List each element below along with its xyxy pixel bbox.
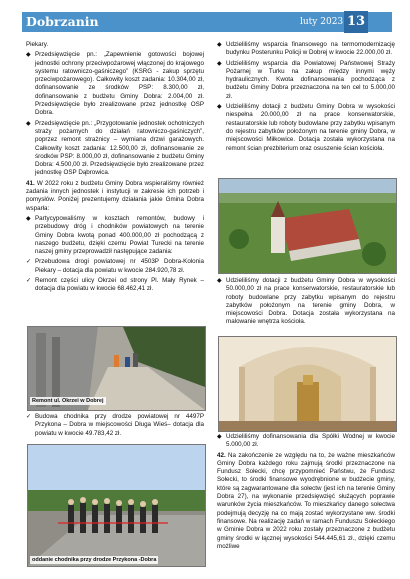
section-number: 42. [217,451,226,459]
right-column-lower [217,433,395,553]
check-item [26,413,204,438]
diamond-bullet-icon: ◆ [217,104,222,111]
newspaper-title: Dobrzanin [26,14,99,29]
church-interior-photo [218,336,397,432]
church-aerial-image [219,179,396,273]
list-item [217,277,395,327]
sidewalk-opening-photo [27,444,206,567]
street-renovation-photo [27,326,206,411]
church-aerial-photo [218,178,397,274]
list-item [26,215,204,256]
list-item-text: Partycypowaliśmy w kosztach remontów, budowy i przebudowy dróg i chodników powiatowych na terenie Gminy Dobra kwotą ponad 400.000,00 zł pochodzącą z naszego budżetu, dzięki czemu Powiat Turecki na terenie naszej gminy przeprowadził następujące zadania: [35,214,204,256]
church-interior-image [219,337,396,431]
list-item [217,103,395,153]
photo-caption: Remont ul. Okrzei w Dobrej [32,398,104,404]
list-item-text: Przedsięwzięcie pn.: „Zapewnienie gotowości bojowej jednostki ochrony przeciwpożarowej włączonej do krajowego systemu ratowniczo-gaśniczego” (KSRG - zakup sprzętu przeciwpożarowego). Całkowity koszt zadania: 10.304,00 zł, dofinansowanie ze środków PSP: 8.300,00 zł, dofinansowanie z budżetu Gminy Dobra: 2.004,00 zł. Przedsięwzięcie było zrealizowane przez jednostkę OSP Dobra. [35,51,204,117]
check-item-text: Budowa chodnika przy drodze powiatowej nr 4497P Przykona – Dobra w miejscowości Długa Wieś– dotacja dla powiatu w kwocie 49.783,42 zł. [35,413,204,437]
check-item-text: Remont części ulicy Okrzei od strony Pl. Mały Rynek – dotacja dla powiatu w kwocie 68.462,41 zł. [35,277,204,293]
list-item [217,433,395,450]
section-42 [217,452,395,552]
left-column [26,41,204,296]
check-item [26,277,204,294]
diamond-bullet-icon: ◆ [26,120,31,127]
list-item-text: Udzieliliśmy wsparcia finansowego na termomodernizację budynku Posterunku Policji w Dobrej w kwocie 22.000,00 zł. [226,41,395,57]
check-item [26,258,204,275]
page-number: 13 [344,11,368,33]
diamond-bullet-icon: ◆ [217,278,222,284]
diamond-bullet-icon: ◆ [217,42,222,48]
photo-caption: oddanie chodnika przy drodze Przykona -Dobra [32,557,157,563]
list-item-text: Udzieliliśmy wsparcia dla Powiatowej Państwowej Straży Pożarnej w Turku na zakup między innymi węży hydraulicznych. Kwota dofinansowania pochodząca z budżetu Gminy Dobra przeznaczona na ten cel to 5.000,00 zł. [226,59,395,100]
list-item [26,120,204,178]
continuation-text: Piekary. [26,41,49,48]
sidewalk-opening-image [28,445,205,566]
list-item-text: Przedsięwzięcie pn.: „Przygotowanie jednostek ochotniczych straży pożarnych do działań ratowniczo-gaśniczych”, poprzez remont strażnicy – wymiana drzwi garażowych. Całkowity koszt zadania: 12.500,00 zł, dofinansowanie ze środków PSP: 8.000,00 zł, dofinansowanie z budżetu Gminy Dobra: 4.500,00 zł. Przedsięwzięcie było zrealizowane przez jednostkę OSP Dąbrowica. [35,119,204,177]
section-text: W 2022 roku z budżetu Gminy Dobra wspieraliśmy również zadania innych jednostek i instytucji w zakresie ich potrzeb i pomysłów. Poniżej prezentujemy działania jakie Gmina Dobra wsparła: [26,179,204,212]
check-icon: ✓ [26,259,32,266]
list-item [217,41,395,58]
issue-date: luty 2023 [300,17,344,27]
list-item-text: Udzieliliśmy dotacji z budżetu Gminy Dobra w wysokości niespełna 20.000,00 zł na prace konserwatorskie, restauratorskie lub roboty budowlane przy zabytku wpisanym do rejestru zabytków położonym na terenie gminy Dobra, w miejscowości Miłkowice. Dotacja została wykorzystana na remont ścian prezbiterium oraz osuszenie ścian kościoła. [226,103,395,152]
list-item-text: Udzieliliśmy dofinansowania dla Spółki Wodnej w kwocie 5.000,00 zł. [226,433,395,449]
right-column-middle [217,277,395,329]
section-41 [26,180,204,213]
left-column-lower [26,413,204,440]
check-icon: ✓ [26,414,32,420]
page-header [0,0,410,40]
diamond-bullet-icon: ◆ [26,52,31,59]
diamond-bullet-icon: ◆ [217,60,222,67]
list-item-text: Udzieliliśmy dotacji z budżetu Gminy Dobra w wysokości 50.000,00 zł na prace konserwatorskie, restauratorskie lub roboty budowlane przy zabytku wpisanym do rejestru zabytków położonym na terenie gminy Dobra, w miejscowości Dobra. Dotacja została wykorzystana na malowanie wnętrza kościoła. [226,277,395,326]
diamond-bullet-icon: ◆ [217,434,222,440]
section-text: Na zakończenie ze względu na to, że ważne mieszkańców Gminy Dobra każdego roku zajmują środki przeznaczone na Fundusz Sołecki, chcę przypomnieć Państwu, że Fundusz Sołecki, to środki finansowe wyodrębnione w budżecie gminy, które są zagwarantowane dla sołectw (jest ich na terenie Gminy Dobra 27), na wykonanie przedsięwzięć służących poprawie warunków życia mieszkańców. To mieszkańcy danego sołectwa podejmują decyzję na co mają zostać wykorzystane ww. środki finansowe. Na realizację zadań w ramach Funduszu Sołeckiego w Gminie Dobra w 2022 roku zostały przeznaczone z budżetu gminy środki w łącznej wysokości 544.445,61 zł., dzięki czemu możliwe [217,451,395,550]
diamond-bullet-icon: ◆ [26,215,31,222]
list-item [26,51,204,117]
check-item-text: Przebudowa drogi powiatowej nr 4503P Dobra-Kolonia Piekary – dotacja dla powiatu w kwocie 284.920,78 zł. [35,258,204,274]
check-icon: ✓ [26,278,32,285]
list-item [217,60,395,101]
section-number: 41. [26,179,35,187]
right-column [217,41,395,155]
